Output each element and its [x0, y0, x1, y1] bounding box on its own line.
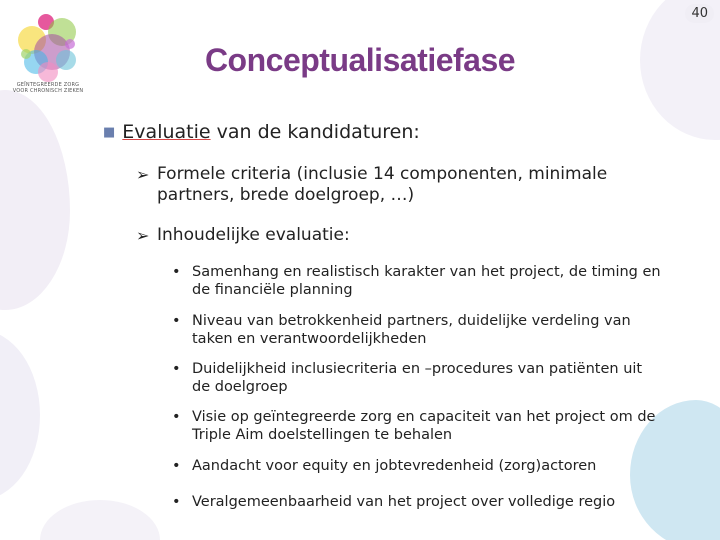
list-item-text: Veralgemeenbaarheid van het project over volledige regio	[192, 494, 616, 510]
sub-bullet	[136, 225, 656, 246]
list-item	[172, 312, 662, 348]
list-item-text: Visie op geïntegreerde zorg en capaciteit van het project om de Triple Aim doelstellingen te behalen	[192, 409, 656, 443]
list-item-text: Samenhang en realistisch karakter van het project, de timing en de financiële planning	[192, 264, 661, 298]
dot-bullet-icon: •	[172, 494, 181, 510]
list-item-text: Duidelijkheid inclusiecriteria en –procedures van patiënten uit de doelgroep	[192, 361, 643, 395]
sub-bullet-text: Formele criteria (inclusie 14 componenten, minimale partners, brede doelgroep, …)	[157, 164, 608, 205]
main-bullet-highlight: Evaluatie	[122, 121, 211, 143]
dot-bullet-icon: •	[172, 313, 181, 329]
list-item-text: Niveau van betrokkenheid partners, duidelijke verdeling van taken en verantwoordelijkheden	[192, 313, 631, 347]
list-item	[172, 263, 662, 299]
arrow-bullet-icon: ➢	[136, 165, 150, 184]
dot-bullet-icon: •	[172, 458, 181, 474]
sub-bullet-text: Inhoudelijke evaluatie:	[157, 225, 350, 245]
arrow-bullet-icon: ➢	[136, 226, 150, 245]
page-number: 40	[685, 4, 714, 23]
logo-text-line1: GEÏNTEGREERDE ZORG	[16, 82, 80, 88]
dot-bullet-icon: •	[172, 361, 181, 377]
square-bullet-icon: ■	[103, 125, 116, 140]
list-item	[172, 457, 662, 475]
dot-bullet-icon: •	[172, 409, 181, 425]
dot-bullet-icon: •	[172, 264, 181, 280]
list-item	[172, 360, 662, 396]
main-bullet	[103, 121, 420, 143]
logo-text-line2: VOOR CHRONISCH ZIEKEN	[12, 88, 84, 94]
list-item	[172, 408, 662, 444]
list-item	[172, 493, 662, 511]
sub-bullet	[136, 164, 656, 206]
main-bullet-text: van de kandidaturen:	[210, 121, 420, 143]
list-item-text: Aandacht voor equity en jobtevredenheid (zorg)actoren	[192, 458, 597, 474]
slide-title: Conceptualisatiefase	[204, 42, 516, 78]
